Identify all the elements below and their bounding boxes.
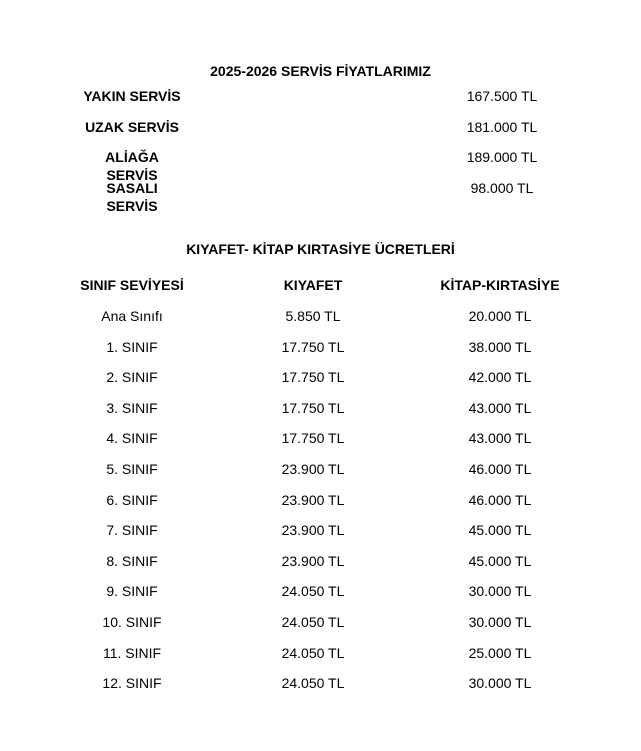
book-price-cell: 30.000 TL bbox=[468, 675, 532, 692]
table-row bbox=[0, 612, 641, 643]
class-level-cell: 4. SINIF bbox=[106, 430, 158, 447]
class-level-cell: 7. SINIF bbox=[106, 522, 158, 539]
book-price-cell: 25.000 TL bbox=[468, 644, 532, 661]
table-row bbox=[0, 520, 641, 551]
service-name: SASALI SERVİS bbox=[106, 179, 158, 214]
class-level-cell: 8. SINIF bbox=[106, 552, 158, 569]
book-price-cell: 46.000 TL bbox=[468, 460, 532, 477]
service-name: ALİAĞA SERVİS bbox=[105, 149, 159, 183]
class-level-cell: 11. SINIF bbox=[102, 644, 162, 661]
service-row bbox=[0, 86, 641, 117]
book-price-cell: 30.000 TL bbox=[468, 613, 532, 630]
uniform-price-cell: 17.750 TL bbox=[281, 430, 345, 447]
fee-table-header bbox=[0, 276, 641, 296]
book-price-cell: 45.000 TL bbox=[468, 552, 532, 569]
uniform-price-cell: 5.850 TL bbox=[285, 308, 341, 324]
class-level-cell: 10. SINIF bbox=[102, 613, 162, 630]
class-level-cell: 1. SINIF bbox=[106, 338, 158, 355]
book-price-cell: 45.000 TL bbox=[468, 522, 532, 539]
book-price-cell: 20.000 TL bbox=[468, 308, 532, 324]
table-row bbox=[0, 428, 641, 459]
service-prices-title: 2025-2026 SERVİS FİYATLARIMIZ bbox=[210, 63, 431, 79]
service-price: 98.000 TL bbox=[470, 179, 534, 196]
service-price: 167.500 TL bbox=[466, 88, 538, 104]
service-row bbox=[0, 117, 641, 148]
column-header-uniform: KIYAFET bbox=[283, 277, 343, 293]
uniform-price-cell: 24.050 TL bbox=[281, 644, 345, 661]
uniform-price-cell: 17.750 TL bbox=[281, 399, 345, 416]
table-row bbox=[0, 337, 641, 368]
table-row bbox=[0, 459, 641, 490]
uniform-book-fees-title: KIYAFET- KİTAP KIRTASİYE ÜCRETLERİ bbox=[186, 241, 455, 257]
book-price-cell: 30.000 TL bbox=[468, 583, 532, 600]
service-row bbox=[0, 178, 641, 214]
table-row bbox=[0, 581, 641, 612]
service-price: 181.000 TL bbox=[466, 118, 538, 135]
uniform-price-cell: 23.900 TL bbox=[281, 552, 345, 569]
class-level-cell: 3. SINIF bbox=[106, 399, 158, 416]
uniform-price-cell: 24.050 TL bbox=[281, 675, 345, 692]
class-level-cell: 6. SINIF bbox=[106, 491, 158, 508]
table-row bbox=[0, 367, 641, 398]
service-name: YAKIN SERVİS bbox=[83, 88, 181, 104]
book-price-cell: 42.000 TL bbox=[468, 369, 532, 386]
class-level-cell: 12. SINIF bbox=[102, 675, 162, 692]
table-row bbox=[0, 643, 641, 674]
uniform-price-cell: 17.750 TL bbox=[281, 369, 345, 386]
table-row bbox=[0, 673, 641, 704]
uniform-price-cell: 23.900 TL bbox=[281, 522, 345, 539]
class-level-cell: Ana Sınıfı bbox=[101, 308, 163, 324]
table-row bbox=[0, 490, 641, 521]
column-header-books: KİTAP-KIRTASİYE bbox=[440, 277, 560, 293]
service-row bbox=[0, 147, 641, 183]
service-name: UZAK SERVİS bbox=[85, 118, 179, 135]
class-level-cell: 2. SINIF bbox=[106, 369, 158, 386]
uniform-price-cell: 23.900 TL bbox=[281, 491, 345, 508]
uniform-price-cell: 24.050 TL bbox=[281, 613, 345, 630]
fee-table-body bbox=[0, 306, 641, 704]
uniform-price-cell: 23.900 TL bbox=[281, 460, 345, 477]
book-price-cell: 43.000 TL bbox=[468, 430, 532, 447]
table-row bbox=[0, 398, 641, 429]
service-price: 189.000 TL bbox=[466, 149, 538, 165]
uniform-price-cell: 17.750 TL bbox=[281, 338, 345, 355]
table-row bbox=[0, 306, 641, 337]
book-price-cell: 43.000 TL bbox=[468, 399, 532, 416]
table-row bbox=[0, 551, 641, 582]
book-price-cell: 46.000 TL bbox=[468, 491, 532, 508]
class-level-cell: 9. SINIF bbox=[106, 583, 158, 600]
class-level-cell: 5. SINIF bbox=[106, 460, 158, 477]
service-prices-table bbox=[0, 86, 641, 214]
uniform-price-cell: 24.050 TL bbox=[281, 583, 345, 600]
book-price-cell: 38.000 TL bbox=[468, 338, 532, 355]
column-header-level: SINIF SEVİYESİ bbox=[80, 277, 184, 293]
